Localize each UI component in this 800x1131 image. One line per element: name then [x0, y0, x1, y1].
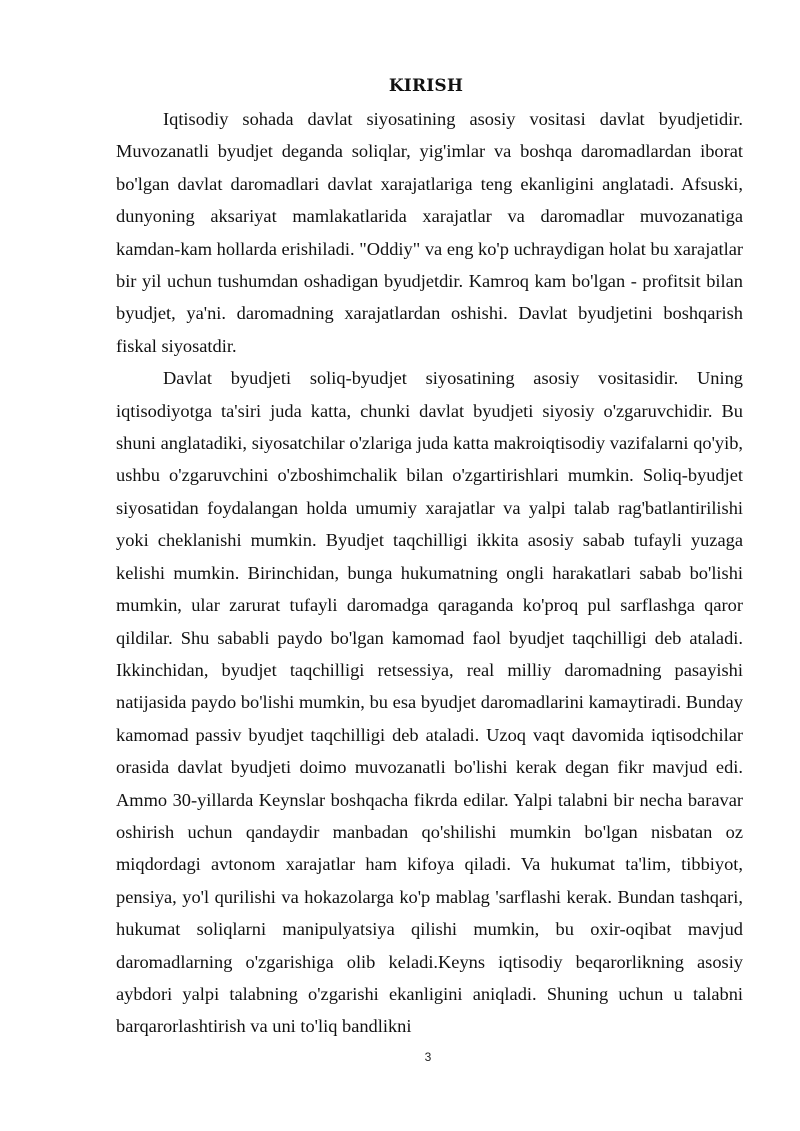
- document-body: [116, 103, 743, 1043]
- paragraph-1: Iqtisodiy sohada davlat siyosatining asosiy vositasi davlat byudjetidir. Muvozanatli byudjet deganda soliqlar, yig'imlar va boshqa daromadlardan iborat bo'lgan davlat daromadlari davlat xarajatlariga teng ekanligini anglatadi. Afsuski, dunyoning aksariyat mamlakatlarida xarajatlar va daromadlar muvozanatiga kamdan-kam hollarda erishiladi. "Oddiy" va eng ko'p uchraydigan holat bu xarajatlar bir yil uchun tushumdan oshadigan byudjetdir. Kamroq kam bo'lgan - profitsit bilan byudjet, ya'ni. daromadning xarajatlardan oshishi. Davlat byudjetini boshqarish fiskal siyosatdir.: [116, 109, 743, 356]
- page-title: KIRISH: [388, 76, 464, 96]
- page-number: 3: [424, 1050, 432, 1064]
- paragraph-2: Davlat byudjeti soliq-byudjet siyosatining asosiy vositasidir. Uning iqtisodiyotga ta'siri juda katta, chunki davlat byudjeti siyosiy o'zgaruvchidir. Bu shuni anglatadiki, siyosatchilar o'zlariga juda katta makroiqtisodiy vazifalarni qo'yib, ushbu o'zgaruvchini o'zboshimchalik bilan o'zgartirishlari mumkin. Soliq-byudjet siyosatidan foydalangan holda umumiy xarajatlar va yalpi talab rag'batlantirilishi yoki cheklanishi mumkin. Byudjet taqchilligi ikkita asosiy sabab tufayli yuzaga kelishi mumkin. Birinchidan, bunga hukumatning ongli harakatlari sabab bo'lishi mumkin, ular zarurat tufayli daromadga qaraganda ko'proq pul sarflashga qaror qildilar. Shu sababli paydo bo'lgan kamomad faol byudjet taqchilligi deb ataladi. Ikkinchidan, byudjet taqchilligi retsessiya, real milliy daromadning pasayishi natijasida paydo bo'lishi mumkin, bu esa byudjet daromadlarini kamaytiradi. Bunday kamomad passiv byudjet taqchilligi deb ataladi. Uzoq vaqt davomida iqtisodchilar orasida davlat byudjeti doimo muvozanatli bo'lishi kerak degan fikr mavjud edi. Ammo 30-yillarda Keynslar boshqacha fikrda edilar. Yalpi talabni bir necha baravar oshirish uchun qandaydir manbadan qo'shilishi mumkin bo'lgan nisbatan oz miqdordagi avtonom xarajatlar ham kifoya qiladi. Va hukumat ta'lim, tibbiyot, pensiya, yo'l qurilishi va hokazolarga ko'p mablag 'sarflashi kerak. Bundan tashqari, hukumat soliqlarni manipulyatsiya qilishi mumkin, bu oxir-oqibat mavjud daromadlarning o'zgarishiga olib keladi.Keyns iqtisodiy beqarorlikning asosiy aybdori yalpi talabning o'zgarishi ekanligini aniqladi. Shuning uchun u talabni barqarorlashtirish va uni to'liq bandlikni: [116, 368, 743, 1037]
